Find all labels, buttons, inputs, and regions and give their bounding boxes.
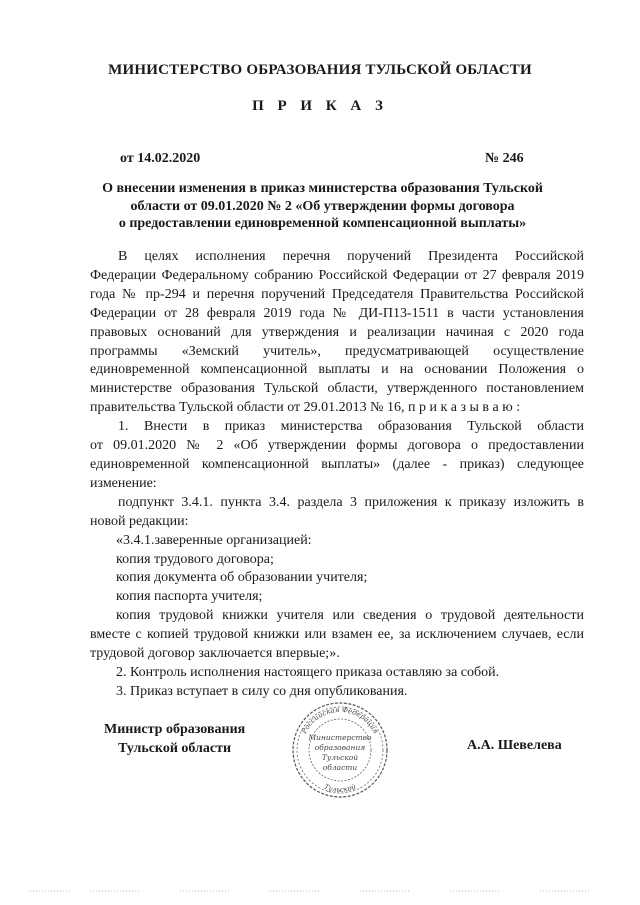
signatory-position (104, 720, 245, 758)
preamble-line: единовременной компенсационной выплаты и на основании Положения о (90, 362, 584, 378)
seal-ring-text: Российская Федерация (300, 705, 380, 735)
quote-line: копия документа об образовании учителя; (116, 570, 368, 586)
preamble-line: министерстве образования Тульской области, утвержденного постановлением (90, 381, 584, 397)
order-number: № 246 (485, 151, 524, 166)
official-seal-icon (290, 700, 390, 800)
quote-line: трудовой договор заключается впервые;». (90, 646, 340, 662)
preamble-line: В целях исполнения перечня поручений Президента Российской (118, 249, 584, 264)
signatory-name: А.А. Шевелева (467, 738, 562, 753)
item-1-line: единовременной компенсационной выплаты» (далее - приказ) следующее (90, 456, 584, 472)
quote-line: «3.4.1.заверенные организацией: (116, 532, 312, 548)
order-title-line: области от 09.01.2020 № 2 «Об утверждении формы договора (130, 198, 515, 214)
item-2-line: 2. Контроль исполнения настоящего приказа оставляю за собой. (116, 664, 500, 680)
svg-text:Российская Федерация (300, 706, 380, 736)
order-title (100, 180, 545, 233)
item-1-line: изменение: (90, 475, 157, 491)
order-title-line: О внесении изменения в приказ министерства образования Тульской (102, 181, 543, 196)
signatory-position-line: Тульской области (118, 741, 232, 756)
subitem-line: подпункт 3.4.1. пункта 3.4. раздела 3 приложения к приказу изложить в (118, 494, 584, 510)
seal-center-line: Министерство (308, 733, 372, 742)
signatory-position-line: Министр образования (104, 722, 246, 737)
scan-artifact-dots (30, 888, 590, 894)
item-1-line: от 09.01.2020 № 2 «Об утверждении формы договора о предоставлении (90, 438, 584, 454)
seal-center-line: Тульской (321, 753, 359, 762)
preamble-line: правительства Тульской области от 29.01.2013 № 16, п р и к а з ы в а ю : (90, 400, 521, 416)
order-date: от 14.02.2020 (120, 151, 201, 166)
quote-line: копия трудового договора; (116, 551, 274, 567)
svg-text:Тульской (323, 782, 358, 794)
preamble-line: Федерации от 28 февраля 2019 года № ДИ-П13-1511 в части установления (90, 305, 584, 321)
document-type-heading: П Р И К А З (252, 98, 388, 114)
quote-line: вместе с копией трудовой книжки или взамен ее, за исключением случаев, если (90, 627, 584, 643)
preamble-line: Федерации Федеральному собранию Российской Федерации от 27 февраля 2019 (90, 267, 584, 283)
order-body (90, 248, 584, 702)
order-title-line: о предоставлении единовременной компенсационной выплаты» (118, 216, 527, 231)
subitem-line: новой редакции: (90, 513, 189, 529)
seal-ring-text-bottom: Тульской (322, 782, 358, 795)
seal-center-line: области (322, 763, 358, 772)
seal-center-line: образования (314, 743, 366, 752)
item-3-line: 3. Приказ вступает в силу со дня опубликования. (116, 683, 408, 699)
preamble-line: года № пр-294 и перечня поручений Председателя Правительства Российской (90, 286, 584, 302)
quote-line: копия паспорта учителя; (116, 589, 263, 605)
item-1-line: 1. Внести в приказ министерства образования Тульской области (118, 419, 584, 435)
quote-line: копия трудовой книжки учителя или сведения о трудовой деятельности (116, 608, 584, 624)
ministry-heading: МИНИСТЕРСТВО ОБРАЗОВАНИЯ ТУЛЬСКОЙ ОБЛАСТИ (108, 62, 532, 78)
preamble-line: правовых оснований для утверждения и реализации начиная с 2020 года (90, 324, 584, 340)
preamble-line: программы «Земский учитель», предусматривающей осуществление (90, 343, 584, 359)
